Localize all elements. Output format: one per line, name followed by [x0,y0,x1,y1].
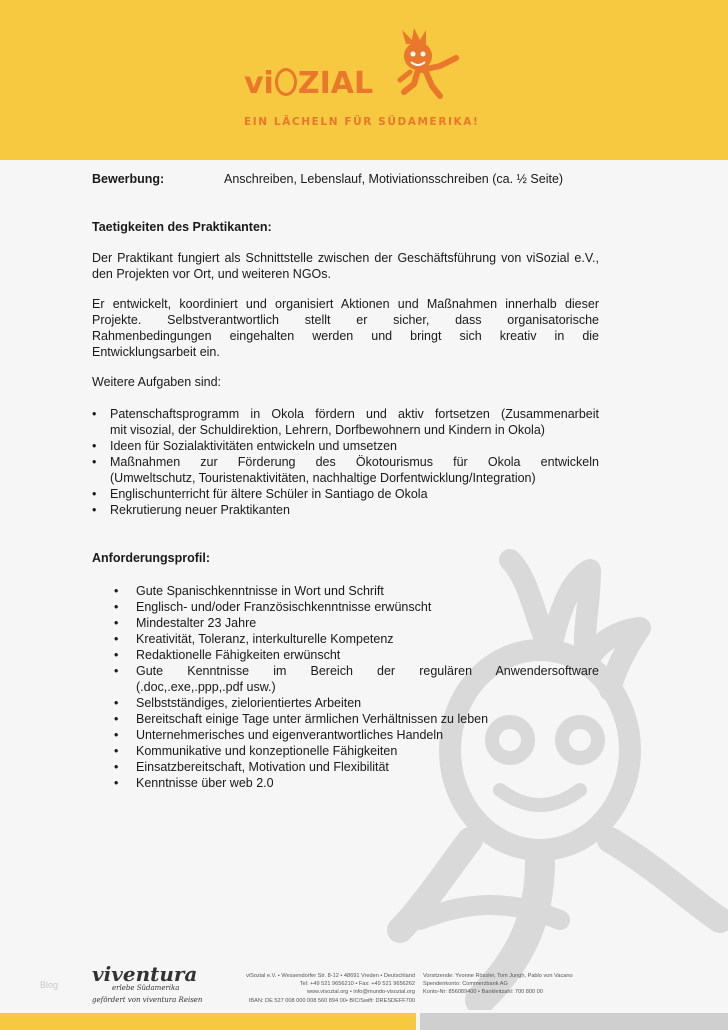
paragraph-line: Rahmenbedingungen eingehalten werden und bringt sich kreativ in die [92,329,599,343]
tasks-list [92,406,599,518]
footer-line: Tel: +49 521 9656210 • Fax: +49 521 9656262 [299,981,415,988]
list-item: • Kenntnisse über web 2.0 [114,775,599,791]
list-item: • Maßnahmen zur Förderung des Ökotourismus für Okola entwickeln (Umweltschutz, Touristenaktivitäten, nachhaltige Dorfentwicklung/Integration) [92,454,599,486]
list-item: • Selbstständiges, zielorientiertes Arbeiten [114,695,599,711]
bewerbung-label: Bewerbung: [92,172,165,186]
footer-line: IBAN: DE 527 008 000 008 560 894 00• BIC/Swift: DRESDEFF700 [248,997,415,1004]
list-item: • Bereitschaft einige Tage unter ärmlichen Verhältnissen zu leben [114,711,599,727]
footer-board [423,972,573,997]
paragraph-line: Er entwickelt, koordiniert und organisiert Aktionen und Maßnahmen innerhalb dieser [92,297,599,311]
footer-bar-gray [420,1013,728,1030]
list-item: • Mindestalter 23 Jahre [114,615,599,631]
list-item: • Kommunikative und konzeptionelle Fähigkeiten [114,743,599,759]
footer-line: viSozial e.V. • Wessendorfer Str. 8-12 • 48691 Vreden • Deutschland [246,973,415,979]
tagline: EIN LÄCHELN FÜR SÜDAMERIKA! [244,116,480,128]
viventura-logo: viventura [92,962,198,986]
list-item: • Einsatzbereitschaft, Motivation und Flexibilität [114,759,599,775]
list-item: • Gute Spanischkenntnisse in Wort und Schrift [114,583,599,599]
mascot-icon [392,26,462,106]
paragraph-line: Projekte. Selbstverantwortlich stellt er sicher, dass organisatorische [92,313,599,327]
bewerbung-value: Anschreiben, Lebenslauf, Motiviationsschreiben (ca. ½ Seite) [224,172,564,186]
footer-address [200,972,415,1005]
taetigkeiten-paragraph-1: Der Praktikant fungiert als Schnittstelle zwischen der Geschäftsführung von viSozial e.V., den Projekten vor Ort, und weiteren NGOs. [92,251,599,281]
list-item: • Unternehmerisches und eigenverantwortliches Handeln [114,727,599,743]
list-item: • Patenschaftsprogramm in Okola fördern und aktiv fortsetzen (Zusammenarbeit mit visozial, der Schuldirektion, Lehrern, Dorfbewohnern und Kindern in Okola) [92,406,599,438]
list-item: • Gute Kenntnisse im Bereich der regulären Anwendersoftware (.doc,.exe,.ppp,.pdf usw.) [114,663,599,695]
list-item: • Englischunterricht für ältere Schüler in Santiago de Okola [92,486,599,502]
list-item: • Englisch- und/oder Französischkenntnisse erwünscht [114,599,599,615]
footer-bar-yellow [0,1013,416,1030]
list-item: • Kreativität, Toleranz, interkulturelle Kompetenz [114,631,599,647]
footer-line: Spendenkonto: Commerzbank AG [423,981,508,988]
footer-line: Vorsitzende: Yvonne Rössler, Tom Jungh, Pablo von Vacano [423,973,573,979]
list-item: • Ideen für Sozialaktivitäten entwickeln und umsetzen [92,438,599,454]
footer-line: www.visozial.org • info@mundo-visozial.org [306,989,415,996]
paragraph-line: Entwicklungsarbeit ein. [92,345,220,359]
requirements-list [114,583,599,791]
weitere-aufgaben-label: Weitere Aufgaben sind: [92,375,222,389]
anforderungsprofil-heading: Anforderungsprofil: [92,551,211,565]
list-item: • Redaktionelle Fähigkeiten erwünscht [114,647,599,663]
taetigkeiten-paragraph-2 [92,296,599,360]
blog-watermark: Blog [40,980,59,990]
visozial-logo: vi ZIAL [244,66,374,101]
gefoerdert-text: gefördert von viventura Reisen [92,996,203,1004]
footer-line: Konto-Nr: 856089400 • Bankleitzahl: 700 800 00 [423,989,543,996]
taetigkeiten-heading: Taetigkeiten des Praktikanten: [92,220,272,234]
viventura-subtitle: erlebe Südamerika [112,984,180,992]
list-item: • Rekrutierung neuer Praktikanten [92,502,599,518]
